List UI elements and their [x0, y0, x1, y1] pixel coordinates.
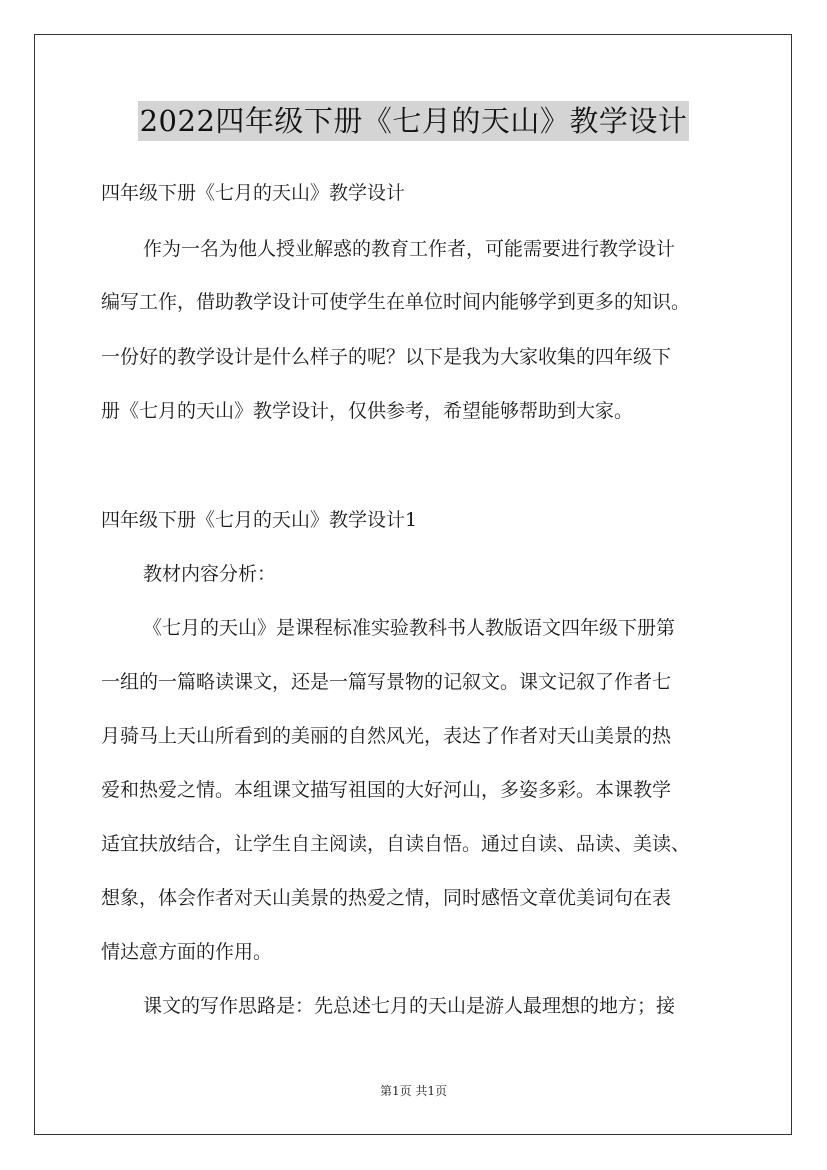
- paragraph-line: 情达意方面的作用。: [101, 941, 273, 963]
- paragraph-line: 编写工作，借助教学设计可使学生在单位时间内能够学到更多的知识。: [101, 291, 691, 313]
- section-heading: 四年级下册《七月的天山》教学设计1: [101, 509, 418, 531]
- paragraph-line: 作为一名为他人授业解惑的教育工作者，可能需要进行教学设计: [143, 238, 676, 260]
- paragraph-line: 想象，体会作者对天山美景的热爱之情，同时感悟文章优美词句在表: [101, 887, 672, 909]
- paragraph-line: 一份好的教学设计是什么样子的呢？以下是我为大家收集的四年级下: [101, 346, 672, 368]
- paragraph-line: 适宜扶放结合，让学生自主阅读，自读自悟。通过自读、品读、美读、: [101, 833, 691, 855]
- title-container: [0, 101, 827, 141]
- paragraph-line: 册《七月的天山》教学设计，仅供参考，希望能够帮助到大家。: [101, 400, 634, 422]
- paragraph-line: 爱和热爱之情。本组课文描写祖国的大好河山，多姿多彩。本课教学: [101, 779, 672, 801]
- document-title: 2022四年级下册《七月的天山》教学设计: [138, 101, 690, 141]
- subtitle-line: 四年级下册《七月的天山》教学设计: [101, 182, 406, 204]
- page-footer: 第1页 共1页: [379, 1084, 448, 1098]
- paragraph-line: 《七月的天山》是课程标准实验教科书人教版语文四年级下册第: [143, 617, 676, 639]
- subheading-line: 教材内容分析：: [143, 563, 277, 585]
- paragraph-line: 一组的一篇略读课文，还是一篇写景物的记叙文。课文记叙了作者七: [101, 671, 672, 693]
- paragraph-line: 课文的写作思路是：先总述七月的天山是游人最理想的地方；接: [143, 995, 676, 1017]
- paragraph-line: 月骑马上天山所看到的美丽的自然风光，表达了作者对天山美景的热: [101, 725, 672, 747]
